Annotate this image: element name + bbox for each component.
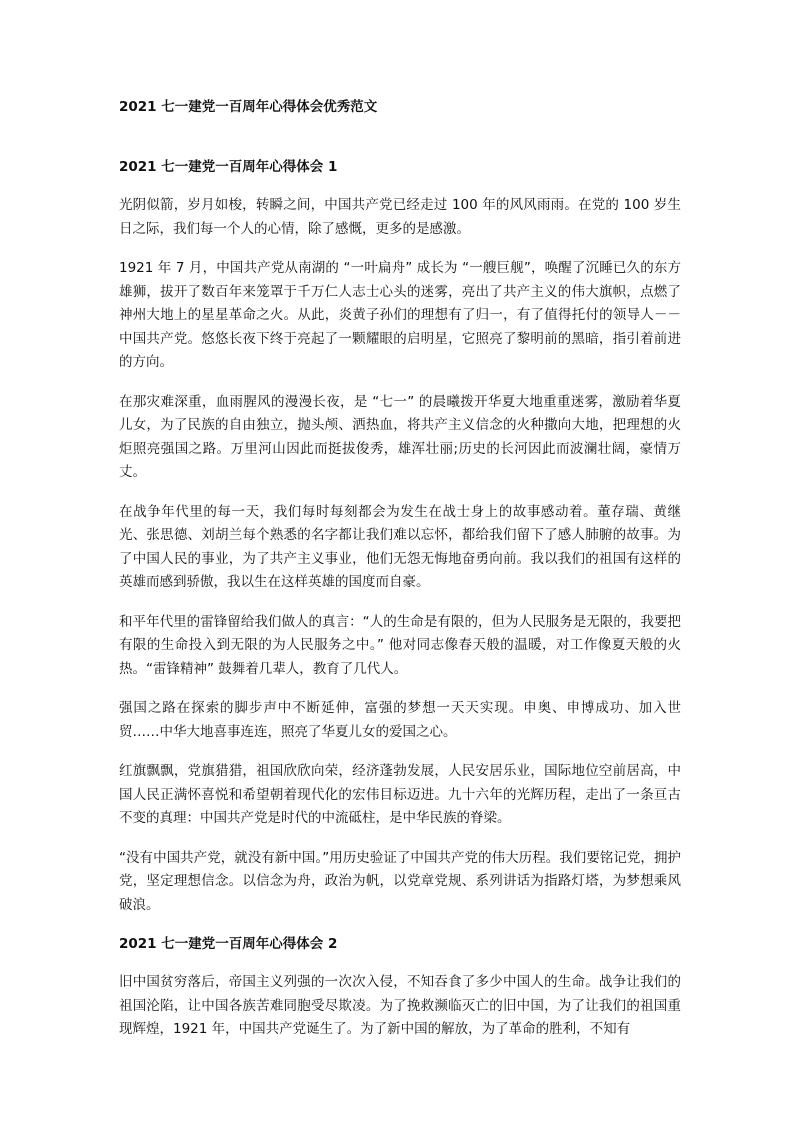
paragraph: 和平年代里的雷锋留给我们做人的真言：“人的生命是有限的，但为人民服务是无限的，我要把有限的生命投入到无限的为人民服务之中。” 他对同志像春天般的温暖，对工作像夏天般的火热。“雷锋精神” 鼓舞着几辈人，教育了几代人。 [119, 613, 681, 677]
document-body [119, 96, 681, 1058]
paragraph: 旧中国贫穷落后，帝国主义列强的一次次入侵，不知吞食了多少中国人的生命。战争让我们的祖国沦陷，让中国各族苦难同胞受尽欺凌。为了挽救濒临灭亡的旧中国，为了让我们的祖国重现辉煌，1921 年，中国共产党诞生了。为了新中国的解放，为了革命的胜利，不知有 [119, 974, 681, 1037]
paragraph: “没有中国共产党，就没有新中国。”用历史验证了中国共产党的伟大历程。我们要铭记党，拥护党，坚定理想信念。以信念为舟，政治为帆，以党章党规、系列讲话为指路灯塔，为梦想乘风破浪。 [119, 849, 681, 913]
paragraph: 红旗飘飘，党旗猎猎，祖国欣欣向荣，经济蓬勃发展，人民安居乐业，国际地位空前居高，中国人民正满怀喜悦和希望朝着现代化的宏伟目标迈进。九十六年的光辉历程，走出了一条亘古不变的真理：中国共产党是时代的中流砥柱，是中华民族的脊梁。 [119, 763, 681, 826]
paragraph: 光阴似箭，岁月如梭，转瞬之间，中国共产党已经走过 100 年的风风雨雨。在党的 100 岁生日之际，我们每一个人的心情，除了感慨，更多的是感激。 [119, 197, 681, 237]
paragraph: 1921 年 7 月，中国共产党从南湖的 “一叶扁舟” 成长为 “一艘巨舰”，唤醒了沉睡已久的东方雄狮，拔开了数百年来笼罩于千万仁人志士心头的迷雾，亮出了共产主义的伟大旗帜，点燃了神州大地上的星星革命之火。从此，炎黄子孙们的理想有了归一，有了值得托付的领导人－－中国共产党。悠悠长夜下终于亮起了一颗耀眼的启明星，它照亮了黎明前的黑暗，指引着前进的方向。 [119, 260, 681, 370]
document-title: 2021 七一建党一百周年心得体会优秀范文 [119, 99, 378, 115]
section-heading-2: 2021 七一建党一百周年心得体会 2 [119, 936, 338, 952]
paragraph: 在那灾难深重，血雨腥风的漫漫长夜，是 “七一” 的晨曦拨开华夏大地重重迷雾，激励着华夏儿女，为了民族的自由独立，抛头颅、洒热血，将共产主义信念的火种撒向大地，把理想的火炬照亮强国之路。万里河山因此而挺拔俊秀，雄浑壮丽;历史的长河因此而波澜壮阔，豪情万丈。 [119, 393, 681, 480]
section-heading-1: 2021 七一建党一百周年心得体会 1 [119, 159, 338, 175]
paragraph: 强国之路在探索的脚步声中不断延伸，富强的梦想一天天实现。申奥、申博成功、加入世贸……中华大地喜事连连，照亮了华夏儿女的爱国之心。 [119, 700, 681, 740]
paragraph: 在战争年代里的每一天，我们每时每刻都会为发生在战士身上的故事感动着。董存瑞、黄继光、张思德、刘胡兰每个熟悉的名字都让我们难以忘怀，都给我们留下了感人肺腑的故事。为了中国人民的事业，为了共产主义事业，他们无怨无悔地奋勇向前。我以我们的祖国有这样的英雄而感到骄傲，我以生在这样英雄的国度而自豪。 [119, 503, 681, 590]
